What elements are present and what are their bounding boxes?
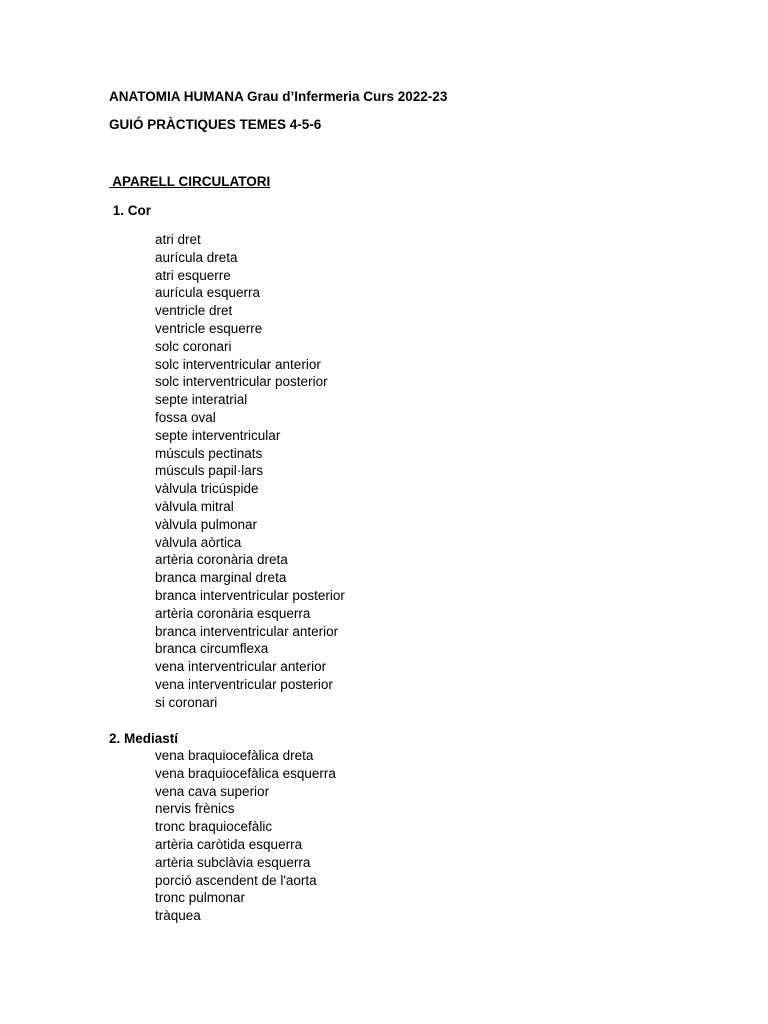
structure-list-cor xyxy=(155,231,345,712)
list-item: artèria caròtida esquerra xyxy=(155,836,303,852)
subsection-title-mediasti: 2. Mediastí xyxy=(109,731,179,746)
list-item: vàlvula mitral xyxy=(155,498,234,514)
list-item: aurícula esquerra xyxy=(155,285,261,301)
list-item: si coronari xyxy=(155,694,218,710)
list-item: septe interventricular xyxy=(155,427,281,443)
document-title: ANATOMIA HUMANA Grau d’Infermeria Curs 2022-23 xyxy=(109,89,448,104)
list-item: nervis frènics xyxy=(155,801,235,817)
list-item: porció ascendent de l'aorta xyxy=(155,872,317,888)
list-item: vena interventricular posterior xyxy=(155,676,333,692)
list-item: vena braquiocefàlica dreta xyxy=(155,748,314,763)
list-item: vena interventricular anterior xyxy=(155,659,327,675)
list-item: tronc pulmonar xyxy=(155,890,246,906)
list-item: fossa oval xyxy=(155,409,216,425)
list-item: artèria coronària dreta xyxy=(155,552,288,568)
subsection-title-cor: 1. Cor xyxy=(109,203,152,218)
list-item: ventricle dret xyxy=(155,303,233,319)
list-item: vàlvula tricúspide xyxy=(155,481,259,497)
list-item: artèria subclàvia esquerra xyxy=(155,854,311,870)
list-item: músculs pectinats xyxy=(155,445,263,461)
list-item: vàlvula pulmonar xyxy=(155,516,258,532)
list-item: branca interventricular posterior xyxy=(155,587,345,603)
list-item: vàlvula aòrtica xyxy=(155,534,242,550)
list-item: branca interventricular anterior xyxy=(155,623,339,639)
list-item: artèria coronària esquerra xyxy=(155,605,311,621)
list-item: branca marginal dreta xyxy=(155,570,287,586)
list-item: branca circumflexa xyxy=(155,641,269,657)
section-title-circulatory: APARELL CIRCULATORI xyxy=(109,174,271,189)
list-item: vena braquiocefàlica esquerra xyxy=(155,765,336,781)
list-item: solc interventricular anterior xyxy=(155,356,321,372)
list-item: vena cava superior xyxy=(155,783,270,799)
list-item: solc coronari xyxy=(155,338,232,354)
list-item: aurícula dreta xyxy=(155,249,238,265)
list-item: músculs papil·lars xyxy=(155,463,264,479)
list-item: septe interatrial xyxy=(155,392,248,408)
list-item: atri esquerre xyxy=(155,267,231,283)
structure-list-mediasti xyxy=(155,747,336,925)
list-item: ventricle esquerre xyxy=(155,320,263,336)
list-item: solc interventricular posterior xyxy=(155,374,328,390)
document-subtitle: GUIÓ PRÀCTIQUES TEMES 4-5-6 xyxy=(109,117,322,132)
list-item: tràquea xyxy=(155,908,201,924)
list-item: tronc braquiocefàlic xyxy=(155,819,273,835)
list-item: atri dret xyxy=(155,232,201,247)
